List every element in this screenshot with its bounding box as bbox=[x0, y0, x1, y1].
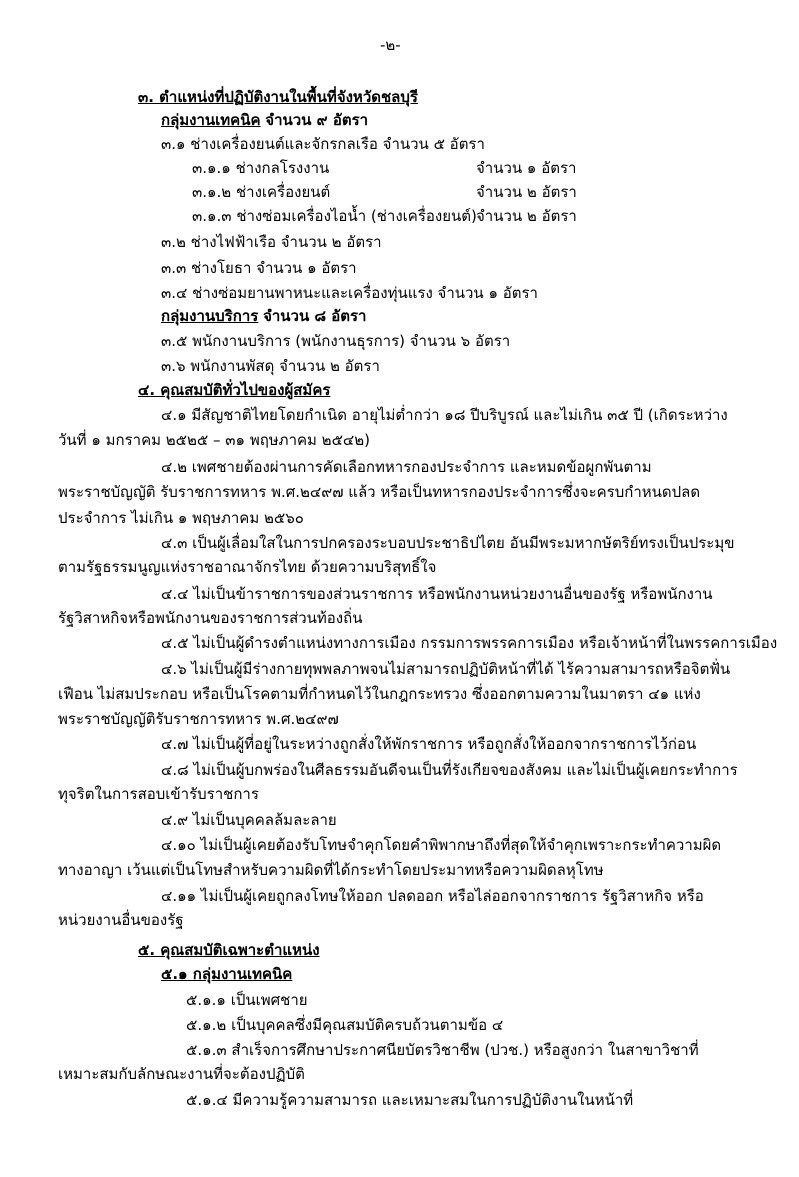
group-5-1: ๕.๑ กลุ่มงานเทคนิค bbox=[161, 965, 293, 983]
para-4-8-line-2: ทุจริตในการสอบเข้ารับราชการ bbox=[58, 785, 259, 803]
group-service-count: จำนวน ๘ อัตรา bbox=[263, 307, 367, 325]
para-4-11-line-1: ๔.๑๑ ไม่เป็นผู้เคยถูกลงโทษให้ออก ปลดออก หรือไล่ออกจากราชการ รัฐวิสาหกิจ หรือ bbox=[161, 887, 704, 905]
group-technical-line bbox=[161, 110, 368, 130]
item-3-1-2-count: จำนวน ๒ อัตรา bbox=[476, 183, 577, 201]
item-3-1: ๓.๑ ช่างเครื่องยนต์และจักรกลเรือ จำนวน ๕ อัตรา bbox=[161, 135, 485, 153]
item-3-1-1-count: จำนวน ๑ อัตรา bbox=[476, 159, 577, 177]
section-5-heading: ๕. คุณสมบัติเฉพาะตำแหน่ง bbox=[138, 941, 320, 959]
para-4-2-line-1: ๔.๒ เพศชายต้องผ่านการคัดเลือกทหารกองประจำการ และหมดข้อผูกพันตาม bbox=[161, 458, 652, 476]
item-3-1-3-name: ๓.๑.๓ ช่างซ่อมเครื่องไอน้ำ (ช่างเครื่องยนต์) bbox=[192, 207, 477, 225]
item-3-1-2-name: ๓.๑.๒ ช่างเครื่องยนต์ bbox=[192, 183, 331, 201]
item-3-1-1-name: ๓.๑.๑ ช่างกลโรงงาน bbox=[192, 159, 330, 177]
para-5-1-1: ๕.๑.๑ เป็นเพศชาย bbox=[186, 991, 308, 1009]
para-4-2-line-3: ประจำการ ไม่เกิน ๑ พฤษภาคม ๒๕๖๐ bbox=[58, 509, 304, 527]
section-4-heading: ๔. คุณสมบัติทั่วไปของผู้สมัคร bbox=[138, 381, 331, 399]
item-3-1-3-count: จำนวน ๒ อัตรา bbox=[476, 207, 577, 225]
para-4-4-line-1: ๔.๔ ไม่เป็นข้าราชการของส่วนราชการ หรือพนักงานหน่วยงานอื่นของรัฐ หรือพนักงาน bbox=[161, 585, 713, 603]
para-4-5: ๔.๕ ไม่เป็นผู้ดำรงตำแหน่งทางการเมือง กรรมการพรรคการเมือง หรือเจ้าหน้าที่ในพรรคการเมือง bbox=[161, 634, 778, 652]
item-3-4: ๓.๔ ช่างซ่อมยานพาหนะและเครื่องทุ่นแรง จำนวน ๑ อัตรา bbox=[161, 284, 538, 302]
para-4-10-line-1: ๔.๑๐ ไม่เป็นผู้เคยต้องรับโทษจำคุกโดยคำพิพากษาถึงที่สุดให้จำคุกเพราะกระทำความผิด bbox=[161, 836, 722, 854]
para-5-1-3-line-1: ๕.๑.๓ สำเร็จการศึกษาประกาศนียบัตรวิชาชีพ (ปวช.) หรือสูงกว่า ในสาขาวิชาที่ bbox=[186, 1041, 699, 1059]
para-4-10-line-2: ทางอาญา เว้นแต่เป็นโทษสำหรับความผิดที่ได้กระทำโดยประมาทหรือความผิดลหุโทษ bbox=[58, 861, 604, 879]
para-5-1-2: ๕.๑.๒ เป็นบุคคลซึ่งมีคุณสมบัติครบถ้วนตามข้อ ๔ bbox=[186, 1016, 504, 1034]
item-3-3: ๓.๓ ช่างโยธา จำนวน ๑ อัตรา bbox=[161, 259, 357, 277]
para-4-6-line-2: เฟือน ไม่สมประกอบ หรือเป็นโรคตามที่กำหนดไว้ในกฎกระทรวง ซึ่งออกตามความในมาตรา ๔๑ แห่ง bbox=[58, 685, 701, 703]
para-4-3-line-2: ตามรัฐธรรมนูญแห่งราชอาณาจักรไทย ด้วยความบริสุทธิ์ใจ bbox=[58, 558, 437, 576]
para-4-1-line-2: วันที่ ๑ มกราคม ๒๕๒๕ – ๓๑ พฤษภาคม ๒๕๔๒) bbox=[58, 431, 371, 449]
para-4-9: ๔.๙ ไม่เป็นบุคคลล้มละลาย bbox=[161, 811, 337, 829]
para-4-8-line-1: ๔.๘ ไม่เป็นผู้บกพร่องในศีลธรรมอันดีจนเป็นที่รังเกียจของสังคม และไม่เป็นผู้เคยกระทำการ bbox=[161, 761, 738, 779]
group-service-line bbox=[161, 306, 366, 326]
para-4-6-line-1: ๔.๖ ไม่เป็นผู้มีร่างกายทุพพลภาพจนไม่สามารถปฏิบัติหน้าที่ได้ ไร้ความสามารถหรือจิตฟั่น bbox=[161, 660, 731, 678]
para-4-1-line-1: ๔.๑ มีสัญชาติไทยโดยกำเนิด อายุไม่ต่ำกว่า ๑๘ ปีบริบูรณ์ และไม่เกิน ๓๕ ปี (เกิดระหว่าง bbox=[161, 406, 728, 424]
para-5-1-4: ๕.๑.๔ มีความรู้ความสามารถ และเหมาะสมในการปฏิบัติงานในหน้าที่ bbox=[186, 1091, 634, 1109]
group-5-1-line bbox=[161, 964, 292, 984]
para-4-3-line-1: ๔.๓ เป็นผู้เลื่อมใสในการปกครองระบอบประชาธิปไตย อันมีพระมหากษัตริย์ทรงเป็นประมุข bbox=[161, 534, 735, 552]
item-3-2: ๓.๒ ช่างไฟฟ้าเรือ จำนวน ๒ อัตรา bbox=[161, 233, 382, 251]
item-3-6: ๓.๖ พนักงานพัสดุ จำนวน ๒ อัตรา bbox=[161, 357, 380, 375]
group-technical-name: กลุ่มงานเทคนิค bbox=[161, 111, 261, 129]
item-3-5: ๓.๕ พนักงานบริการ (พนักงานธุรการ) จำนวน ๖ อัตรา bbox=[161, 332, 511, 350]
para-4-6-line-3: พระราชบัญญัติรับราชการทหาร พ.ศ.๒๔๙๗ bbox=[58, 710, 339, 728]
group-service-name: กลุ่มงานบริการ bbox=[161, 307, 259, 325]
para-4-2-line-2: พระราชบัญญัติ รับราชการทหาร พ.ศ.๒๔๙๗ แล้ว หรือเป็นทหารกองประจำการซึ่งจะครบกำหนดปลด bbox=[58, 483, 701, 501]
para-5-1-3-line-2: เหมาะสมกับลักษณะงานที่จะต้องปฏิบัติ bbox=[58, 1065, 305, 1083]
para-4-4-line-2: รัฐวิสาหกิจหรือพนักงานของราชการส่วนท้องถิ่น bbox=[58, 609, 363, 627]
group-technical-count: จำนวน ๙ อัตรา bbox=[265, 111, 369, 129]
para-4-11-line-2: หน่วยงานอื่นของรัฐ bbox=[58, 911, 184, 929]
page-number: -๒- bbox=[380, 36, 401, 54]
para-4-7: ๔.๗ ไม่เป็นผู้ที่อยู่ในระหว่างถูกสั่งให้พักราชการ หรือถูกสั่งให้ออกจากราชการไว้ก่อน bbox=[161, 735, 697, 753]
section-3-heading: ๓. ตำแหน่งที่ปฏิบัติงานในพื้นที่จังหวัดชลบุรี bbox=[138, 88, 418, 106]
